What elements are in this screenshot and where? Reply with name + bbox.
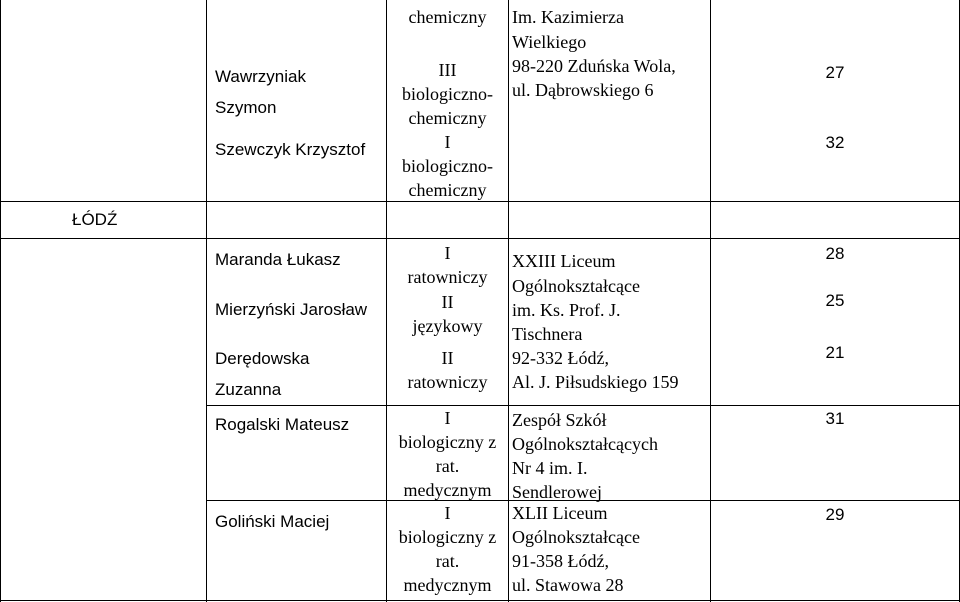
row-divider-school-group — [207, 405, 960, 406]
row-divider-city-bottom — [0, 238, 960, 239]
profile-cell: językowy — [412, 316, 483, 336]
profile-cell: ratowniczy — [407, 267, 488, 287]
column-divider-profile — [508, 0, 509, 602]
school-line: ul. Dąbrowskiego 6 — [512, 80, 654, 100]
profile-cell: biologiczny z — [398, 432, 497, 452]
profile-cell: II — [441, 348, 454, 368]
profile-cell: I — [444, 503, 451, 523]
row-divider-city-top — [0, 201, 960, 202]
name-cell: Derędowska — [215, 349, 310, 368]
profile-cell: rat. — [435, 456, 460, 476]
score-cell: 25 — [825, 291, 845, 310]
profile-cell: I — [444, 132, 451, 152]
score-cell: 28 — [825, 244, 845, 263]
profile-cell: chemiczny — [408, 108, 487, 128]
school-line: Al. J. Piłsudskiego 159 — [512, 372, 679, 392]
profile-cell: biologiczny z — [398, 527, 497, 547]
school-line: 98-220 Zduńska Wola, — [512, 56, 676, 76]
profile-cell: rat. — [435, 551, 460, 571]
school-line: Tischnera — [512, 324, 583, 344]
profile-cell: III — [438, 60, 457, 80]
school-line: Ogólnokształcące — [512, 527, 640, 547]
name-cell: Goliński Maciej — [215, 512, 330, 531]
school-line: im. Ks. Prof. J. — [512, 300, 621, 320]
table-border-bottom — [0, 600, 960, 601]
school-line: Zespół Szkół — [512, 410, 607, 430]
column-divider-city — [206, 0, 207, 602]
name-cell: Zuzanna — [215, 380, 282, 399]
school-line: XLII Liceum — [512, 503, 608, 523]
school-line: Wielkiego — [512, 32, 587, 52]
name-cell: Wawrzyniak — [215, 67, 306, 86]
score-cell: 27 — [825, 63, 845, 82]
profile-cell: medycznym — [403, 575, 492, 595]
score-cell: 21 — [825, 343, 845, 362]
school-line: ul. Stawowa 28 — [512, 575, 624, 595]
name-cell: Szymon — [215, 98, 277, 117]
score-cell: 32 — [825, 133, 845, 152]
profile-cell: chemiczny — [408, 180, 487, 200]
school-line: Nr 4 im. I. — [512, 458, 588, 478]
table-border-left — [0, 0, 1, 602]
school-line: Sendlerowej — [512, 482, 602, 502]
profile-cell-partial: chemiczny — [408, 7, 487, 27]
profile-cell: biologiczno- — [402, 156, 493, 176]
profile-cell: II — [441, 292, 454, 312]
school-line: Im. Kazimierza — [512, 7, 624, 27]
profile-cell: medycznym — [403, 480, 492, 500]
name-cell: Maranda Łukasz — [215, 250, 341, 269]
profile-cell: biologiczno- — [402, 84, 493, 104]
profile-cell: ratowniczy — [407, 372, 488, 392]
profile-cell: I — [444, 243, 451, 263]
profile-cell: I — [444, 408, 451, 428]
score-cell: 31 — [825, 409, 845, 428]
school-line: XXIII Liceum — [512, 251, 616, 271]
school-line: Ogólnokształcące — [512, 276, 640, 296]
school-line: 92-332 Łódź, — [512, 348, 609, 368]
school-line: 91-358 Łódź, — [512, 551, 609, 571]
name-cell: Szewczyk Krzysztof — [215, 140, 366, 159]
school-line: Ogólnokształcących — [512, 434, 658, 454]
name-cell: Mierzyński Jarosław — [215, 300, 368, 319]
score-cell: 29 — [825, 505, 845, 524]
name-cell: Rogalski Mateusz — [215, 415, 350, 434]
city-label: ŁÓDŹ — [72, 210, 118, 229]
